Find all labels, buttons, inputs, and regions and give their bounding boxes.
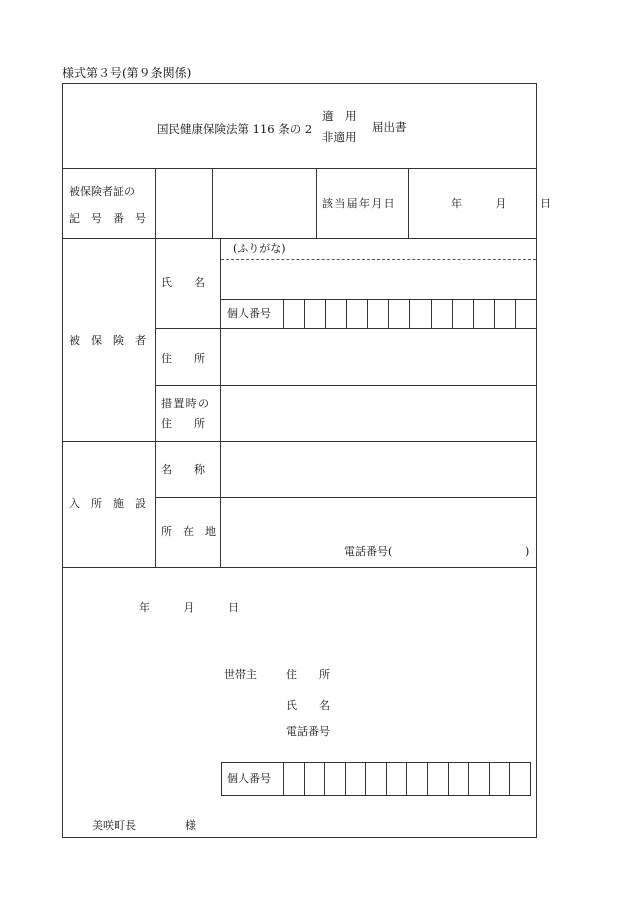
digit-cell[interactable] (406, 763, 427, 795)
card-label-line2: 記 号 番 号 (69, 212, 146, 225)
householder-label: 世帯主 (224, 668, 257, 681)
facility-phone-field[interactable] (400, 542, 524, 562)
address-field[interactable] (221, 329, 536, 385)
facility-phone-close: ) (525, 545, 530, 558)
digit-cell[interactable] (324, 763, 345, 795)
personal-number-field[interactable] (284, 299, 536, 328)
householder-address-field[interactable] (340, 664, 530, 684)
furigana-label: (ふりがな) (233, 242, 286, 255)
divider (155, 441, 156, 567)
digit-cell[interactable] (452, 299, 473, 328)
facility-phone-label: 電話番号( (344, 545, 393, 558)
form-number: 様式第３号(第９条関係) (62, 66, 192, 80)
digit-cell[interactable] (515, 299, 536, 328)
householder-personal-number-label: 個人番号 (227, 772, 271, 785)
digit-cell[interactable] (427, 763, 448, 795)
facility-location-field[interactable] (221, 498, 536, 542)
divider (408, 168, 409, 238)
report-date-field[interactable]: 年 月 日 (451, 197, 555, 210)
prior-address-label-line1: 措置時の (161, 397, 211, 410)
digit-cell[interactable] (468, 763, 489, 795)
digit-cell[interactable] (509, 763, 530, 795)
option-nonapply: 非適用 (322, 130, 357, 144)
prior-address-field[interactable] (221, 386, 536, 441)
digit-cell[interactable] (409, 299, 430, 328)
digit-cell[interactable] (345, 763, 366, 795)
card-number-field[interactable] (213, 169, 316, 238)
digit-cell[interactable] (388, 299, 409, 328)
report-date-label: 該当届年月日 (322, 197, 396, 210)
personal-number-label: 個人番号 (227, 307, 271, 320)
facility-name-field[interactable] (221, 442, 536, 497)
card-label-line1: 被保険者証の (69, 185, 135, 198)
digit-cell[interactable] (489, 763, 510, 795)
householder-phone-label: 電話番号 (286, 725, 330, 738)
option-apply: 適 用 (322, 109, 357, 123)
insured-section-label: 被 保 険 者 (69, 334, 146, 347)
address-label: 住 所 (161, 352, 205, 365)
digit-cell[interactable] (494, 299, 515, 328)
title-law: 国民健康保険法第 116 条の 2 (157, 122, 313, 136)
submission-date[interactable]: 年 月 日 (139, 601, 243, 614)
digit-cell[interactable] (367, 299, 388, 328)
facility-location-label: 所 在 地 (161, 525, 216, 538)
householder-name-field[interactable] (340, 695, 530, 715)
digit-cell[interactable] (346, 299, 367, 328)
digit-cell[interactable] (431, 299, 452, 328)
recipient: 美咲町長 (92, 819, 136, 832)
facility-section-label: 入 所 施 設 (69, 497, 146, 510)
digit-cell[interactable] (284, 299, 304, 328)
householder-personal-number-box (221, 762, 531, 796)
card-symbol-field[interactable] (156, 169, 212, 238)
title-suffix: 届出書 (372, 120, 407, 134)
digit-cell[interactable] (325, 299, 346, 328)
digit-cell[interactable] (284, 763, 304, 795)
digit-cell[interactable] (365, 763, 386, 795)
householder-address-label: 住 所 (286, 668, 330, 681)
prior-address-label-line2: 住 所 (161, 417, 205, 430)
facility-name-label: 名 称 (161, 463, 205, 476)
honorific: 様 (185, 819, 196, 832)
householder-name-label: 氏 名 (286, 699, 330, 712)
householder-phone-field[interactable] (340, 721, 530, 741)
digit-cell[interactable] (473, 299, 494, 328)
name-label: 氏 名 (161, 276, 205, 289)
digit-cell[interactable] (448, 763, 469, 795)
householder-personal-number-field[interactable] (284, 763, 530, 795)
digit-cell[interactable] (386, 763, 407, 795)
divider (316, 168, 317, 238)
divider (155, 238, 156, 441)
furigana-field[interactable] (221, 239, 536, 259)
digit-cell[interactable] (304, 763, 325, 795)
digit-cell[interactable] (304, 299, 325, 328)
divider (62, 567, 537, 568)
name-field[interactable] (221, 260, 536, 299)
